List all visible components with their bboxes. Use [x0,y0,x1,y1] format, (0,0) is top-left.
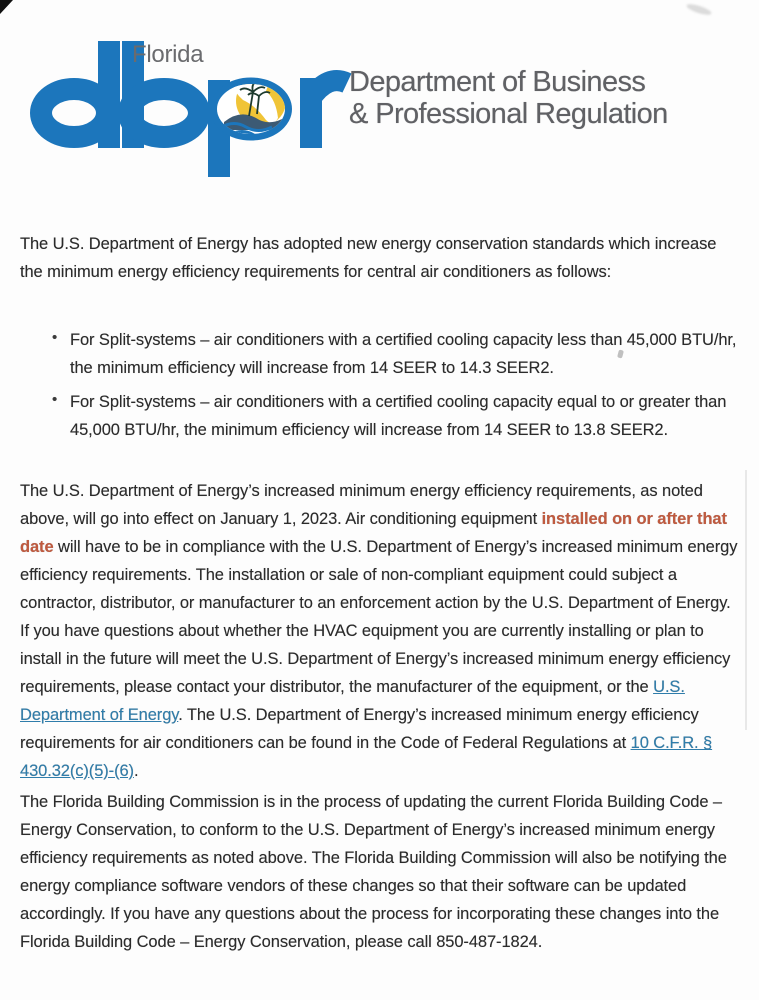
bullet-icon: • [52,329,58,346]
logo-department-name [349,66,668,130]
dbpr-letterhead [0,0,759,200]
intro-paragraph: The U.S. Department of Energy has adopted new energy conservation standards which increase the minimum energy efficiency requirements for central air conditioners as follows: [20,235,717,281]
doe-link[interactable]: U.S. Department of Energy [20,678,685,724]
logo-dept-line2: & Professional Regulation [349,98,668,130]
list-item-text: For Split-systems – air conditioners with a certified cooling capacity equal to or greater than 45,000 BTU/hr, the minimum efficiency will increase from 14 SEER to 13.8 SEER2. [70,393,727,439]
cfr-regulation-link[interactable]: 10 C.F.R. § 430.32(c)(5)-(6) [20,734,713,780]
seer-requirements-list [38,326,738,450]
building-commission-paragraph: The Florida Building Commission is in the process of updating the current Florida Building Code – Energy Conservation, to conform to the U.S. Department of Energy’s increased minimum energy efficiency requirements as noted above. The Florida Building Commission will also be notifying the energy compliance software vendors of these changes so that their software can be updated accordingly. If you have any questions about the process for incorporating these changes into the Florida Building Code – Energy Conservation, please call 850-487-1824. [20,793,727,951]
list-item-split-under-45000 [38,326,738,382]
bullet-icon: • [52,391,58,408]
logo-dept-line1: Department of Business [349,66,646,98]
list-item-split-over-45000 [38,388,738,444]
highlight-installed-on-or-after: installed on or after that date [20,510,727,556]
paragraph-text: . The U.S. Department of Energy’s increased minimum energy efficiency requirements for air conditioners can be found in the Code of Federal Regulations at [20,706,699,752]
list-item-text: For Split-systems – air conditioners with a certified cooling capacity less than 45,000 BTU/hr, the minimum efficiency will increase from 14 SEER to 14.3 SEER2. [70,331,737,377]
effective-date-paragraph [20,477,740,785]
paragraph-text: will have to be in compliance with the U.S. Department of Energy’s increased minimum energy efficiency requirements. The installation or sale of non-compliant equipment could subject a contractor, distributor, or manufacturer to an enforcement action by the U.S. Department of Energy. If you have questions about whether the HVAC equipment you are currently installing or plan to install in the future will meet the U.S. Department of Energy’s increased minimum energy efficiency requirements, please contact your distributor, the manufacturer of the equipment, or the [20,538,738,696]
paragraph-text: The U.S. Department of Energy’s increased minimum energy efficiency requirements, as noted above, will go into effect on January 1, 2023. Air conditioning equipment [20,482,703,528]
logo-florida-label: Florida [132,41,204,68]
scan-edge-line [745,470,747,730]
paragraph-text: . [133,762,139,780]
